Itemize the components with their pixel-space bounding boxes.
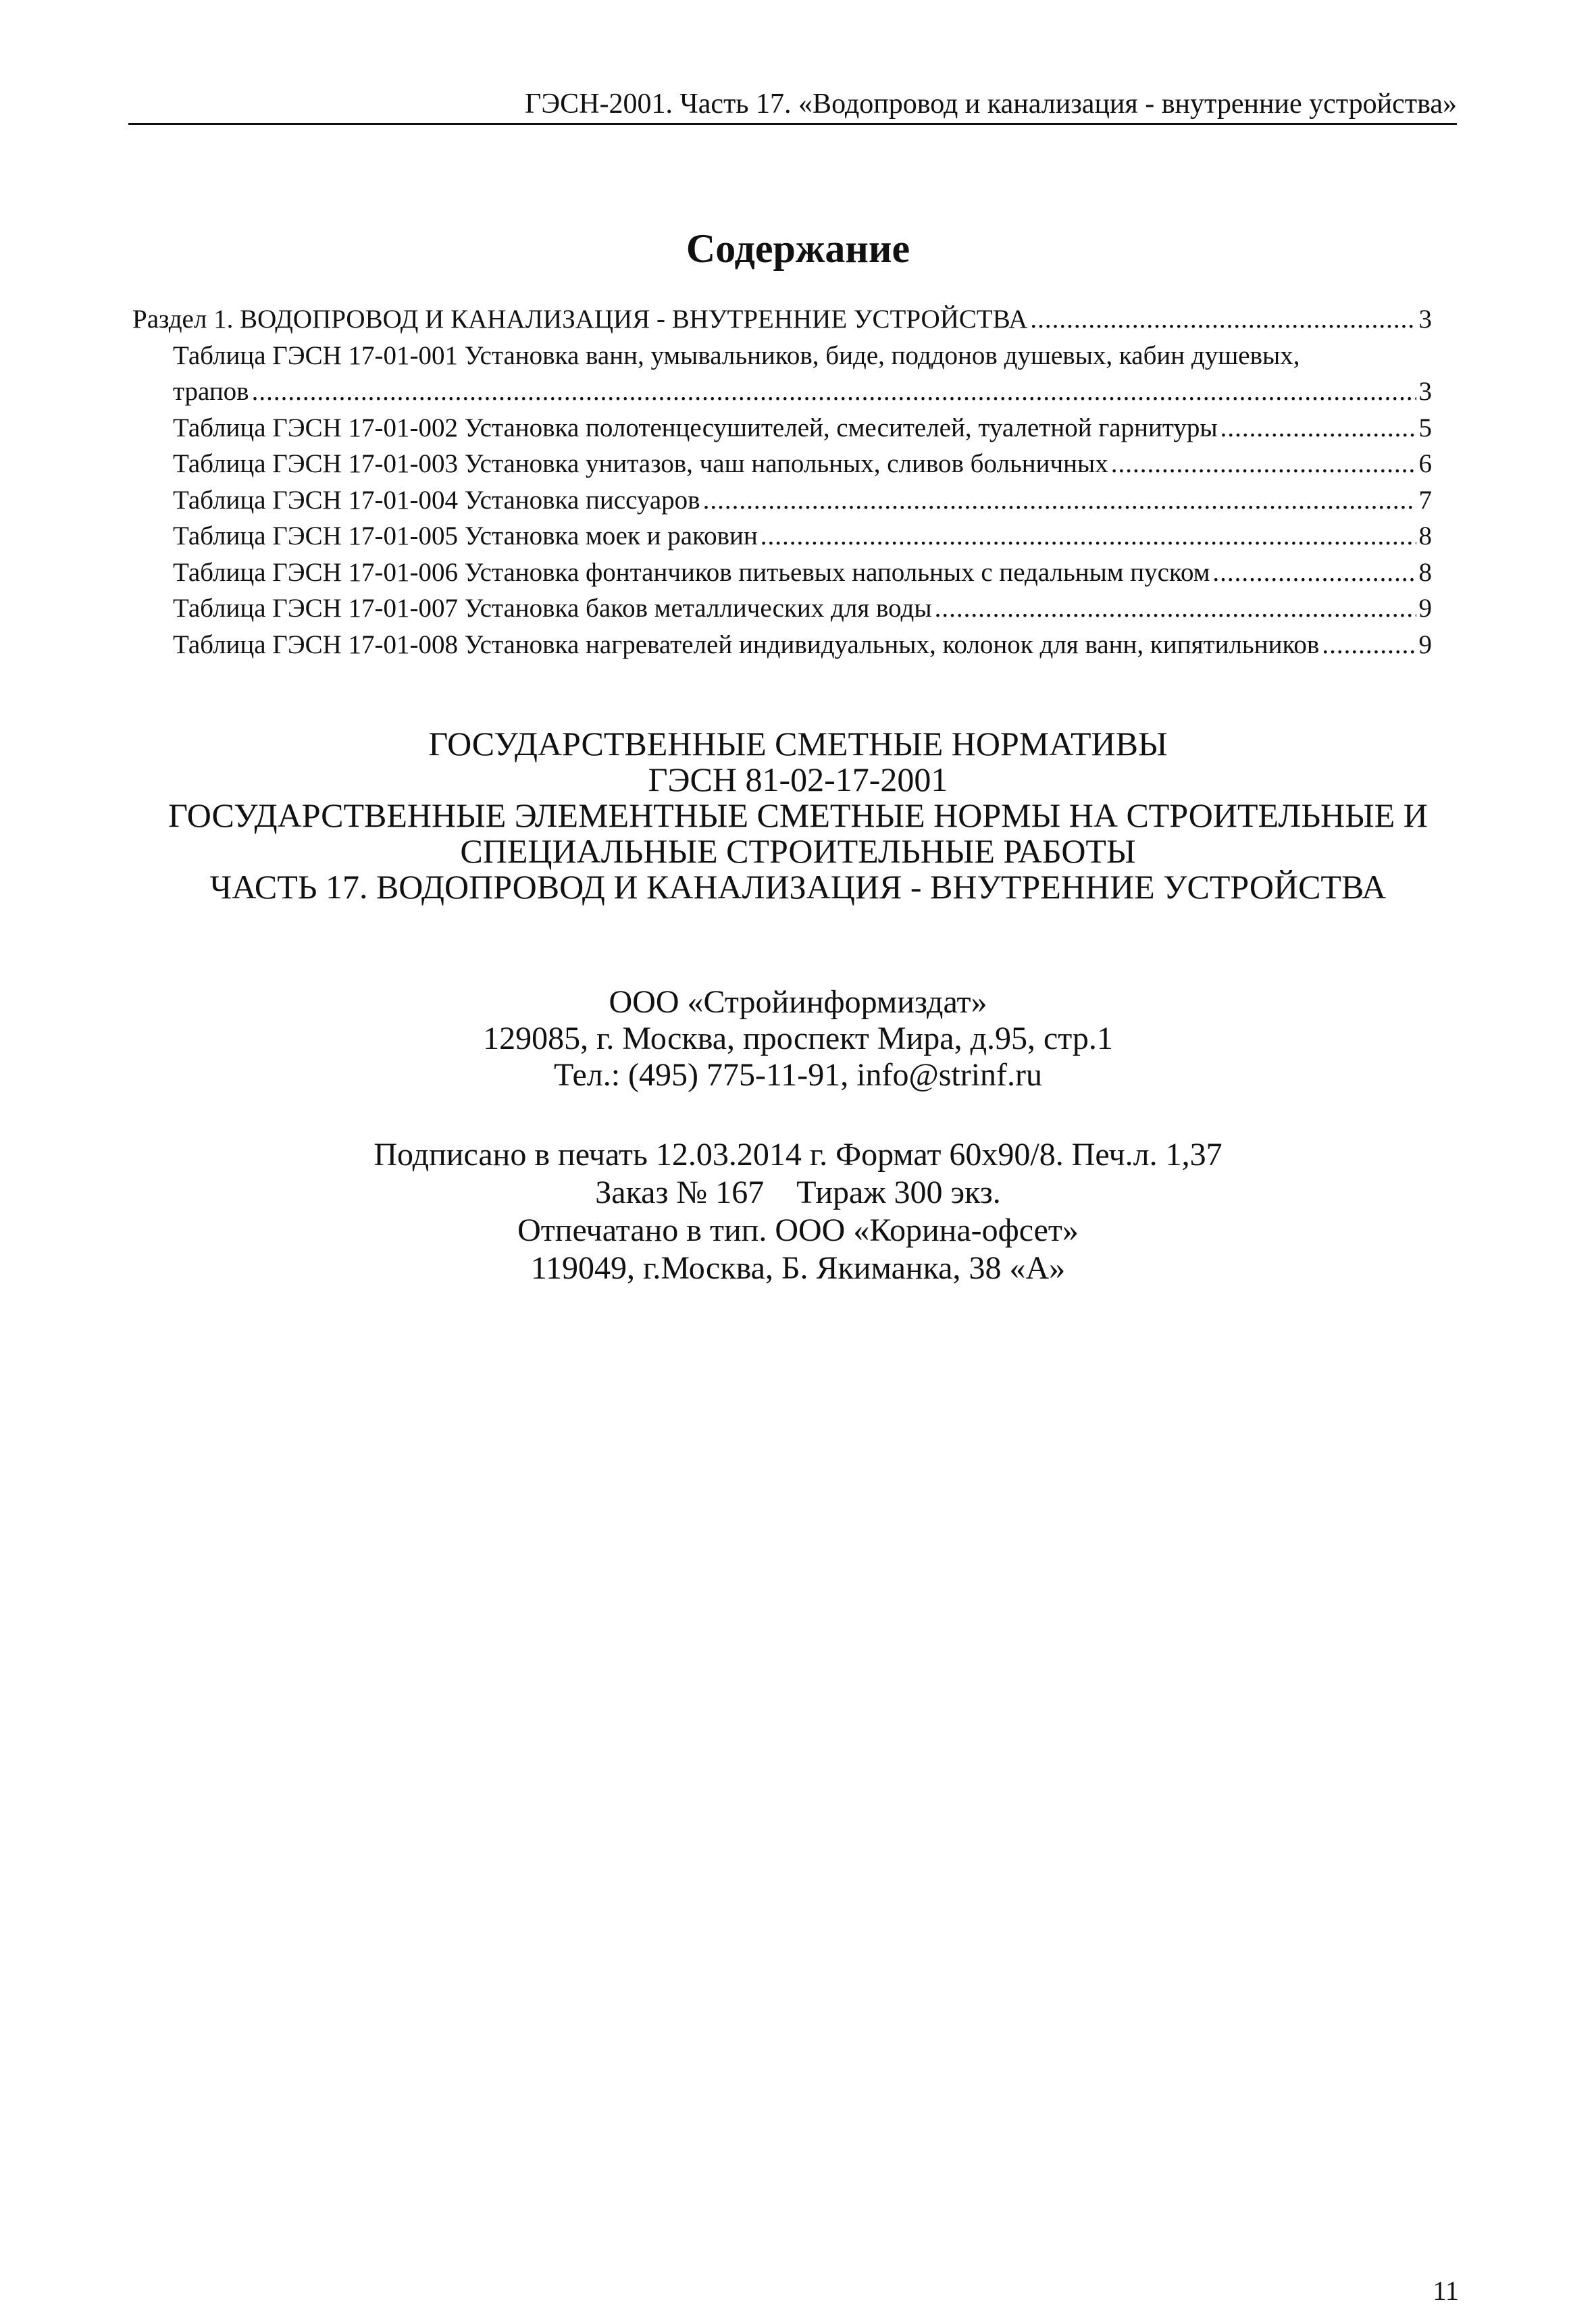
toc-entry-page: 8 (1418, 521, 1432, 550)
toc-leader-dots (935, 590, 1416, 627)
publisher-contacts: Тел.: (495) 775-11-91, info@strinf.ru (553, 1057, 1043, 1093)
toc-section-entry[interactable] (132, 301, 1432, 338)
publisher-address: 129085, г. Москва, проспект Мира, д.95, стр.1 (483, 1021, 1113, 1056)
publisher-name: ООО «Стройинформиздат» (609, 984, 987, 1020)
document-title-block (0, 726, 1596, 905)
toc-title: Содержание (686, 226, 910, 271)
toc-entry-page: 8 (1418, 557, 1432, 587)
toc-leader-dots (1322, 627, 1416, 663)
toc-entry-1-line1[interactable]: Таблица ГЭСН 17-01-001 Установка ванн, умывальников, биде, поддонов душевых, кабин душевых, (173, 340, 1300, 370)
table-of-contents (132, 301, 1432, 663)
toc-leader-dots (703, 482, 1416, 519)
imprint-signed: Подписано в печать 12.03.2014 г. Формат 60x90/8. Печ.л. 1,37 (374, 1137, 1222, 1173)
toc-entry[interactable] (132, 555, 1432, 591)
toc-entry-page: 3 (1418, 377, 1432, 406)
running-header: ГЭСН-2001. Часть 17. «Водопровод и канализация - внутренние устройства» (525, 88, 1457, 120)
toc-entry-label: Таблица ГЭСН 17-01-007 Установка баков металлических для воды (173, 594, 932, 623)
toc-leader-dots (761, 518, 1416, 555)
toc-entry-page: 7 (1418, 485, 1432, 515)
toc-leader-dots (1212, 555, 1416, 591)
header-rule (128, 123, 1457, 125)
toc-entry-label: Таблица ГЭСН 17-01-003 Установка унитазов, чаш напольных, сливов больничных (173, 449, 1108, 478)
toc-entry[interactable] (132, 482, 1432, 519)
toc-leader-dots (1030, 301, 1416, 338)
toc-entry-1-line2[interactable] (132, 374, 1432, 410)
page-number: 11 (1433, 2276, 1459, 2306)
toc-entry-label: Таблица ГЭСН 17-01-002 Установка полотенцесушителей, смесителей, туалетной гарнитуры (173, 413, 1218, 442)
toc-entry-page: 5 (1418, 413, 1432, 442)
title-line: ГОСУДАРСТВЕННЫЕ СМЕТНЫЕ НОРМАТИВЫ (428, 725, 1168, 763)
title-line: ЧАСТЬ 17. ВОДОПРОВОД И КАНАЛИЗАЦИЯ - ВНУТРЕННИЕ УСТРОЙСТВА (209, 868, 1387, 906)
toc-entry-page: 9 (1418, 594, 1432, 623)
title-line: ГОСУДАРСТВЕННЫЕ ЭЛЕМЕНТНЫЕ СМЕТНЫЕ НОРМЫ НА СТРОИТЕЛЬНЫЕ И (168, 796, 1428, 834)
toc-entry-page: 6 (1418, 449, 1432, 478)
toc-entry[interactable] (132, 627, 1432, 663)
toc-entry[interactable] (132, 518, 1432, 555)
imprint-printer-address: 119049, г.Москва, Б. Якиманка, 38 «А» (530, 1250, 1066, 1286)
toc-leader-dots (252, 374, 1416, 410)
toc-entry-label: Таблица ГЭСН 17-01-004 Установка писсуаров (173, 485, 700, 515)
imprint-info (0, 1136, 1596, 1287)
toc-entry[interactable] (132, 590, 1432, 627)
toc-entry-label: Таблица ГЭСН 17-01-008 Установка нагревателей индивидуальных, колонок для ванн, кипятильников (173, 629, 1320, 659)
toc-leader-dots (1111, 446, 1416, 482)
toc-entry[interactable] (132, 410, 1432, 446)
title-line: ГЭСН 81-02-17-2001 (648, 761, 948, 798)
toc-entry-label: трапов (173, 377, 249, 406)
title-line: СПЕЦИАЛЬНЫЕ СТРОИТЕЛЬНЫЕ РАБОТЫ (460, 832, 1136, 870)
toc-entry-page: 9 (1418, 629, 1432, 659)
toc-entry-label: Таблица ГЭСН 17-01-006 Установка фонтанчиков питьевых напольных с педальным пуском (173, 557, 1210, 587)
imprint-order: Заказ № 167 Тираж 300 экз. (595, 1175, 1001, 1210)
toc-entry-label: Таблица ГЭСН 17-01-005 Установка моек и раковин (173, 521, 758, 550)
toc-entry-label: Раздел 1. ВОДОПРОВОД И КАНАЛИЗАЦИЯ - ВНУТРЕННИЕ УСТРОЙСТВА (132, 305, 1028, 334)
toc-entry-page: 3 (1418, 305, 1432, 334)
toc-leader-dots (1220, 410, 1416, 446)
toc-entry[interactable] (132, 446, 1432, 482)
publisher-info (0, 984, 1596, 1094)
imprint-printed: Отпечатано в тип. ООО «Корина-офсет» (517, 1212, 1079, 1248)
